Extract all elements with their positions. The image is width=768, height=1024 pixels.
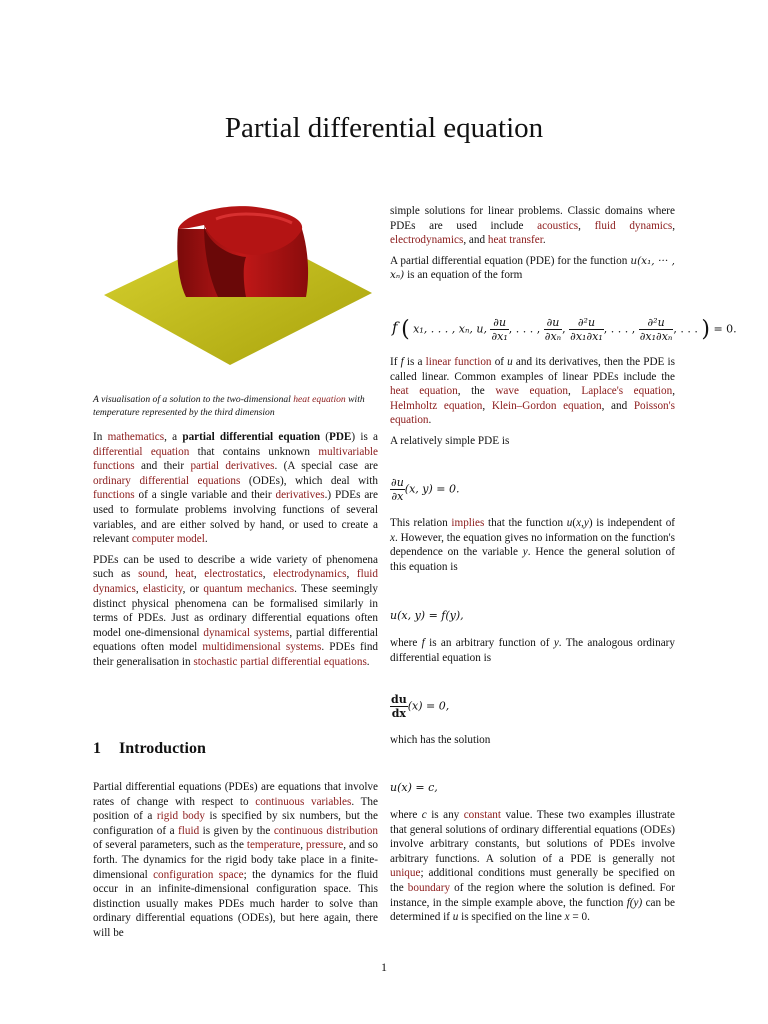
heat-equation-figure (96, 205, 378, 385)
ode-intro-column (390, 636, 675, 671)
link-electrodynamics[interactable]: electrodynamics (273, 568, 347, 581)
ode-intro-paragraph: where f is an arbitrary function of y. The analogous ordinary differential equation is (390, 637, 676, 664)
linear-pde-paragraph: If f is a linear function of u and its derivatives, then the PDE is called linear. Common examples of linear PDEs include the heat equation, the wave equation, Laplace's equation, Helmholtz equation, Klein–Gordon equation, and Poisson's equation. (390, 356, 676, 427)
link-configuration-space[interactable]: configuration space (153, 868, 244, 881)
link-computer-model[interactable]: computer model (131, 533, 205, 546)
link-constant[interactable]: constant (463, 809, 502, 821)
link-partial-derivatives[interactable]: partial derivatives (190, 460, 275, 473)
introduction-paragraph: Partial differential equations (PDEs) are equations that involve rates of change with respect to continuous variables. The position of a rigid body is specified by six numbers, but the configuration of a fluid is given by the continuous distribution of several parameters, such as the temperature, pressure, and so forth. The dynamics for the rigid body take place in a finite-dimensional configuration space; the dynamics for the fluid occur in an infinite-dimensional configuration space. This distinction usually makes PDEs much harder to solve than ordinary differential equations (ODEs), but here again, there will be (93, 781, 379, 939)
link-boundary[interactable]: boundary (407, 881, 451, 894)
domains-paragraph: simple solutions for linear problems. Classic domains where PDEs are used include acoustics, fluid dynamics, electrodynamics, and heat transfer. (390, 205, 675, 247)
link-poissons-equation[interactable]: Poisson's equation (390, 399, 676, 427)
phenomena-paragraph: PDEs can be used to describe a wide variety of phenomena such as sound, heat, electrostatics, electrodynamics, fluid dynamics, elasticity, or quantum mechanics. These seemingly distinct physical phenomena can be formalised similarly in terms of PDEs. Just as ordinary differential equations often model one-dimensional dynamical systems, partial differential equations often model multidimensional systems. PDEs find their generalisation in stochastic partial differential equations. (93, 553, 379, 668)
link-stochastic-pde[interactable]: stochastic partial differential equations (193, 655, 367, 668)
link-elasticity[interactable]: elasticity (143, 582, 183, 595)
link-wave-equation[interactable]: wave equation (495, 385, 568, 398)
link-acoustics[interactable]: acoustics (537, 219, 579, 232)
link-heat[interactable]: heat (175, 568, 194, 581)
conclusion-column (390, 808, 675, 931)
heat-solution-visualisation (96, 205, 378, 385)
ode-solution-equation: u(x) = c, (390, 781, 438, 794)
figure-caption: A visualisation of a solution to the two-dimensional heat equation with temperature represented by the third dimension (93, 394, 365, 418)
link-laplaces-equation[interactable]: Laplace's equation (581, 385, 673, 398)
link-functions[interactable]: functions (93, 489, 135, 502)
link-differential-equation[interactable]: differential equation (93, 445, 190, 458)
link-quantum-mechanics[interactable]: quantum mechanics (203, 582, 295, 595)
implication-paragraph: This relation implies that the function u(x,y) is independent of x. However, the equation gives no information on the function's dependence on the variable y. Hence the general solution of this equation is (390, 517, 676, 573)
section-number: 1 (93, 740, 101, 757)
link-helmholtz-equation[interactable]: Helmholtz equation (390, 399, 483, 412)
page-number: 1 (381, 960, 387, 974)
link-rigid-body[interactable]: rigid body (156, 810, 205, 823)
link-sound[interactable]: sound (138, 568, 165, 581)
link-electrostatics[interactable]: electrostatics (204, 568, 263, 581)
link-multidimensional-systems[interactable]: multidimensional systems (202, 641, 322, 654)
link-mathematics[interactable]: mathematics (107, 431, 165, 443)
linear-pde-column (390, 355, 675, 455)
link-fluid-dynamics[interactable]: fluid dynamics (93, 568, 378, 595)
link-derivatives[interactable]: derivatives (275, 489, 325, 502)
link-implies[interactable]: implies (451, 517, 485, 529)
general-pde-equation: f ( x₁, . . . , xₙ, u, $\frac{\partial u}{\text{∂x₁}}$ , . . . , $\frac{\partial u}{\text{∂xₙ}}$ , $\frac{\text{∂²u}}{\text{∂x₁∂x₁}}$ , . . . , $\frac{\text{∂²u}}{\text{∂x₁∂xₙ}}$ , . . . ) = 0. (392, 316, 737, 343)
ode-solution-label-column (390, 733, 675, 754)
link-heat-equation-caption[interactable]: heat equation (293, 394, 346, 405)
link-pressure[interactable]: pressure (306, 839, 344, 852)
section-heading-introduction (93, 740, 206, 758)
link-klein-gordon-equation[interactable]: Klein–Gordon equation (491, 399, 602, 412)
link-ordinary-differential-equations[interactable]: ordinary differential equations (93, 474, 241, 487)
right-column (390, 204, 675, 289)
link-continuous-variables[interactable]: continuous variables (255, 795, 352, 808)
conclusion-paragraph: where c is any constant value. These two examples illustrate that general solutions of ordinary differential equations (ODEs) involve arbitrary constants, but solutions of PDEs involve arbitrary functions. A solution of a PDE is generally not unique; additional conditions must generally be specified on the boundary of the region where the solution is defined. For instance, in the simple example above, the function f(y) can be determined if u is specified on the line x = 0. (390, 809, 675, 924)
intro-paragraph: In mathematics, a partial differential equation (PDE) is a differential equation that contains unknown multivariable functions and their partial derivatives. (A special case are ordinary differential equations (ODEs), which deal with functions of a single variable and their derivatives.) PDEs are used to formulate problems involving functions of several variables, and are either solved by hand, or used to create a relevant computer model. (93, 431, 379, 546)
link-multivariable-functions[interactable]: multivariable functions (93, 445, 379, 473)
link-unique[interactable]: unique (390, 867, 421, 880)
definition-paragraph: A partial differential equation (PDE) for the function u(x₁, ··· , xₙ) is an equation of the form (390, 254, 675, 282)
general-solution-equation: u(x, y) = f(y), (390, 609, 464, 622)
link-linear-function[interactable]: linear function (425, 356, 492, 368)
link-dynamical-systems[interactable]: dynamical systems (203, 626, 290, 639)
link-heat-equation[interactable]: heat equation (390, 385, 458, 398)
ode-solution-label: which has the solution (390, 734, 491, 746)
link-fluid[interactable]: fluid (178, 824, 200, 837)
ode-equation: $\frac{du}{dx}$ (x) = 0, (391, 693, 450, 720)
simple-pde-equation: $\frac{\partial u}{\partial x}$ (x, y) = 0. (391, 476, 460, 503)
link-temperature[interactable]: temperature (246, 839, 301, 852)
link-fluid-dynamics-2[interactable]: fluid dynamics (594, 219, 673, 232)
introduction-column (93, 780, 378, 947)
link-continuous-distribution[interactable]: continuous distribution (273, 824, 378, 837)
implication-column (390, 516, 675, 580)
left-column (93, 430, 378, 676)
link-electrodynamics-2[interactable]: electrodynamics (390, 234, 464, 247)
section-title: Introduction (119, 740, 206, 757)
page-title: Partial differential equation (224, 112, 544, 144)
link-heat-transfer[interactable]: heat transfer (487, 234, 543, 247)
simple-pde-paragraph: A relatively simple PDE is (390, 434, 510, 447)
